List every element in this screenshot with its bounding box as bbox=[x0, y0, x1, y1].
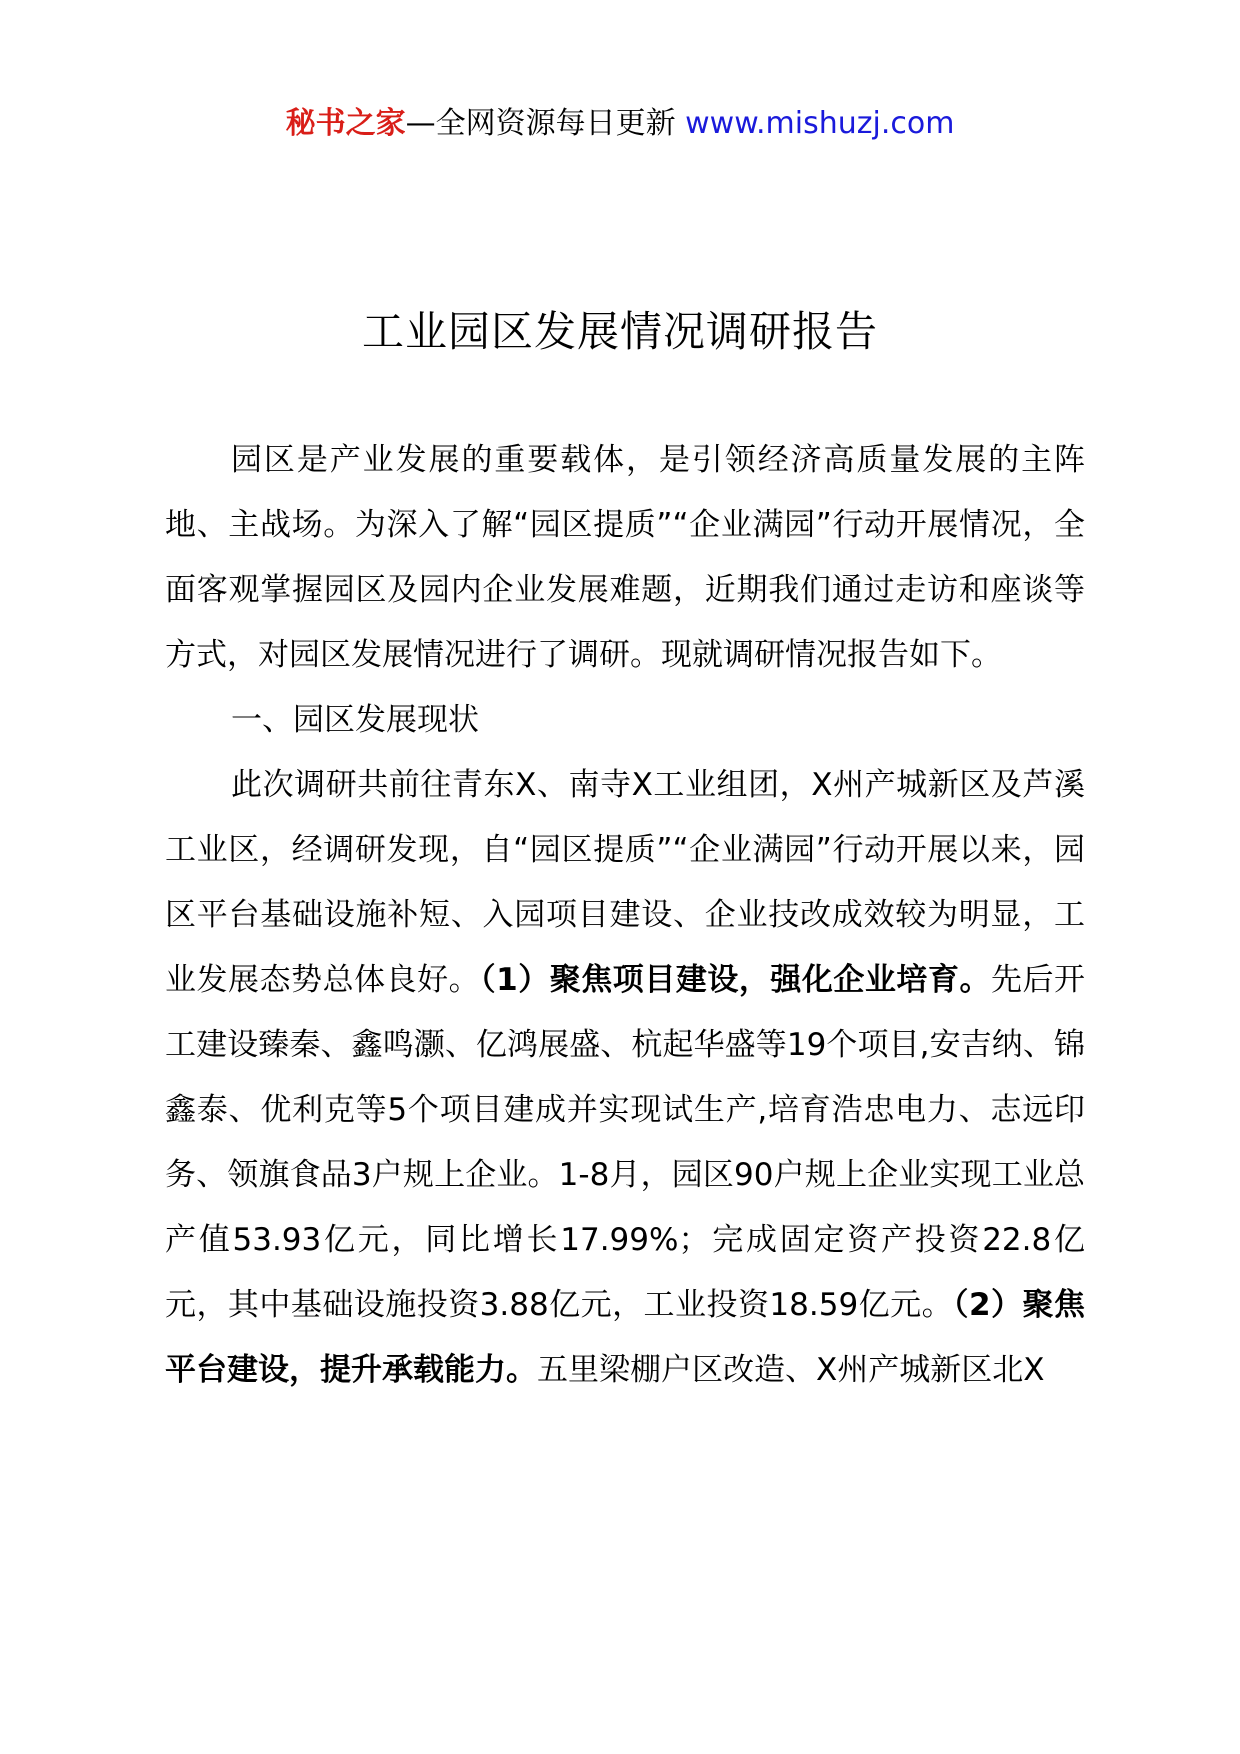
site-tagline: —全网资源每日更新 bbox=[405, 106, 686, 141]
point2-title: （2）聚焦平台建设，提升承载能力。 bbox=[165, 1287, 1085, 1388]
site-url-link[interactable]: www.mishuzj.com bbox=[685, 106, 955, 141]
point1-title: （1）聚焦项目建设，强化企业培育。 bbox=[480, 962, 991, 998]
site-brand: 秘书之家 bbox=[285, 106, 406, 141]
document-title: 工业园区发展情况调研报告 bbox=[361, 307, 878, 356]
document-body bbox=[165, 428, 1085, 1403]
section-heading: 一、园区发展现状 bbox=[231, 702, 479, 738]
intro-paragraph: 园区是产业发展的重要载体，是引领经济高质量发展的主阵地、主战场。为深入了解“园区提质”“企业满园”行动开展情况，全面客观掌握园区及园内企业发展难题，近期我们通过走访和座谈等方式，对园区发展情况进行了调研。现就调研情况报告如下。 bbox=[165, 442, 1085, 673]
point1-text: 先后开工建设臻秦、鑫鸣灏、亿鸿展盛、杭起华盛等19个项目,安吉纳、锦鑫泰、优利克等5个项目建成并实现试生产,培育浩忠电力、志远印务、领旗食品3户规上企业。1-8月，园区90户规上企业实现工业总产值53.93亿元，同比增长17.99%；完成固定资产投资22.8亿元，其中基础设施投资3.88亿元，工业投资18.59亿元。 bbox=[165, 962, 1086, 1323]
status-paragraph bbox=[165, 753, 1085, 1403]
site-header bbox=[0, 104, 1240, 144]
point2-text: 五里梁棚户区改造、X州产城新区北X bbox=[537, 1352, 1045, 1388]
status-lead-text: 此次调研共前往青东X、南寺X工业组团，X州产城新区及芦溪工业区，经调研发现，自“园区提质”“企业满园”行动开展以来，园区平台基础设施补短、入园项目建设、企业技改成效较为明显，工业发展态势总体良好。 bbox=[165, 767, 1085, 998]
